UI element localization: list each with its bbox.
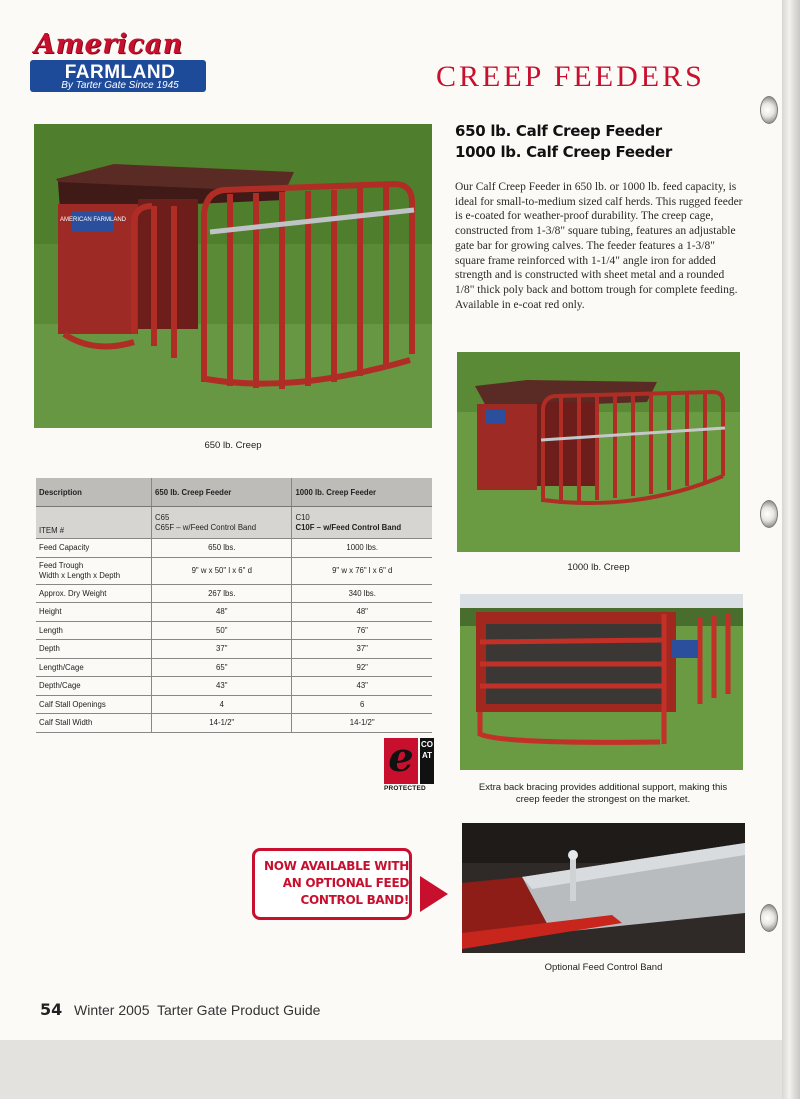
callout-line: CONTROL BAND!: [300, 893, 409, 907]
table-row: [36, 695, 432, 714]
footer-text: Winter 2005 Tarter Gate Product Guide: [74, 1002, 321, 1018]
table-cell: 37": [292, 640, 432, 659]
american-farmland-logo: [30, 30, 210, 92]
table-cell: 65": [152, 658, 292, 677]
photo-1000-creep: [457, 352, 740, 552]
table-cell: 6: [292, 695, 432, 714]
item-number: C10: [295, 512, 310, 522]
heading-1000: 1000 lb. Calf Creep Feeder: [455, 143, 672, 161]
table-cell: 92": [292, 658, 432, 677]
table-cell: 50": [152, 621, 292, 640]
table-cell-label: Calf Stall Width: [36, 714, 152, 733]
binder-edge: [782, 0, 800, 1099]
product-headings: [455, 121, 755, 163]
table-cell: 14-1/2": [152, 714, 292, 733]
table-row: [36, 621, 432, 640]
table-cell: 1000 lbs.: [292, 539, 432, 558]
logo-american-word: American: [34, 29, 183, 60]
table-cell: 340 lbs.: [292, 584, 432, 603]
table-header-cell: Description: [36, 478, 152, 507]
table-cell-label: Length/Cage: [36, 658, 152, 677]
table-row: [36, 557, 432, 584]
logo-band: [30, 60, 206, 92]
table-cell-label: Depth: [36, 640, 152, 659]
ecoat-protected-badge: [384, 734, 436, 794]
table-row: [36, 714, 432, 733]
binder-hole: [760, 904, 778, 932]
table-row: [36, 640, 432, 659]
heading-650: 650 lb. Calf Creep Feeder: [455, 122, 662, 140]
table-row: [36, 539, 432, 558]
binder-hole: [760, 500, 778, 528]
caption-feed-control-band: Optional Feed Control Band: [544, 962, 663, 973]
ecoat-label: PROTECTED: [384, 785, 426, 792]
item-number-variant: C10F – w/Feed Control Band: [295, 522, 402, 532]
table-header-cell: 1000 lb. Creep Feeder: [292, 478, 432, 507]
photo-feed-control-band: [462, 823, 745, 953]
table-cell: 43": [152, 677, 292, 696]
callout-line: AN OPTIONAL FEED: [282, 876, 409, 890]
logo-farmland-word: FARMLAND: [64, 62, 176, 83]
table-cell: [152, 507, 292, 539]
table-cell-label: Depth/Cage: [36, 677, 152, 696]
table-cell: 48": [152, 603, 292, 622]
binder-hole: [760, 96, 778, 124]
arrow-right-icon: [420, 876, 448, 912]
photo-back-bracing: [460, 594, 743, 770]
feed-control-callout: [252, 848, 412, 920]
photo-sign-text: AMERICAN FARMLAND: [59, 217, 127, 223]
table-cell: 267 lbs.: [152, 584, 292, 603]
table-row: [36, 584, 432, 603]
table-cell-label: Length: [36, 621, 152, 640]
table-row: [36, 677, 432, 696]
table-header-row: [36, 478, 432, 507]
caption-1000-creep: 1000 lb. Creep: [567, 562, 630, 573]
item-number: C65: [155, 512, 170, 522]
table-header-cell: 650 lb. Creep Feeder: [152, 478, 292, 507]
logo-tagline: By Tarter Gate Since 1945: [61, 80, 179, 91]
page-bottom-margin: [0, 1040, 800, 1099]
page-title: CREEP FEEDERS: [436, 60, 705, 93]
table-cell: 37": [152, 640, 292, 659]
ecoat-word: COAT: [420, 738, 434, 784]
callout-line: NOW AVAILABLE WITH: [264, 859, 409, 873]
table-cell: 48": [292, 603, 432, 622]
table-cell: 14-1/2": [292, 714, 432, 733]
table-row: [36, 658, 432, 677]
table-row: [36, 603, 432, 622]
table-cell: [292, 507, 432, 539]
callout-text: [261, 858, 409, 909]
photo-650-creep: [34, 124, 432, 428]
table-cell: 650 lbs.: [152, 539, 292, 558]
table-cell: 9" w x 76" l x 6" d: [292, 557, 432, 584]
table-cell-label: Approx. Dry Weight: [36, 584, 152, 603]
spec-table: [36, 478, 432, 733]
caption-650-creep: 650 lb. Creep: [204, 440, 262, 451]
table-cell: 4: [152, 695, 292, 714]
caption-back-bracing: Extra back bracing provides additional support, making this creep feeder the strongest on the market.: [478, 782, 728, 805]
table-cell-label: Height: [36, 603, 152, 622]
item-number-variant: C65F – w/Feed Control Band: [155, 522, 257, 532]
ecoat-letter: e: [384, 738, 418, 784]
page-footer: [40, 1000, 440, 1022]
product-description: Our Calf Creep Feeder in 650 lb. or 1000 lb. feed capacity, is ideal for small-to-medium sized calf herds. This rugged feeder is e-coated for weather-proof durability. The creep cage, constructed from 1-3/8" square tubing, features an adjustable gate bar for growing calves. The feeder features a 1-3/8" square frame reinforced with 1-1/4" angle iron for added strength and is constructed with sheet metal and a rounded 1/8" thick poly back and bottom trough for complete feeding. Available in e-coat red only.: [455, 181, 743, 311]
table-cell-label: Feed Trough Width x Length x Depth: [36, 557, 152, 584]
table-row: [36, 507, 432, 539]
table-cell: 76": [292, 621, 432, 640]
table-cell-label: ITEM #: [36, 507, 152, 539]
table-cell: 9" w x 50" l x 6" d: [152, 557, 292, 584]
table-cell: 43": [292, 677, 432, 696]
table-cell-label: Feed Capacity: [36, 539, 152, 558]
table-cell-label: Calf Stall Openings: [36, 695, 152, 714]
page-number: 54: [40, 1000, 63, 1019]
